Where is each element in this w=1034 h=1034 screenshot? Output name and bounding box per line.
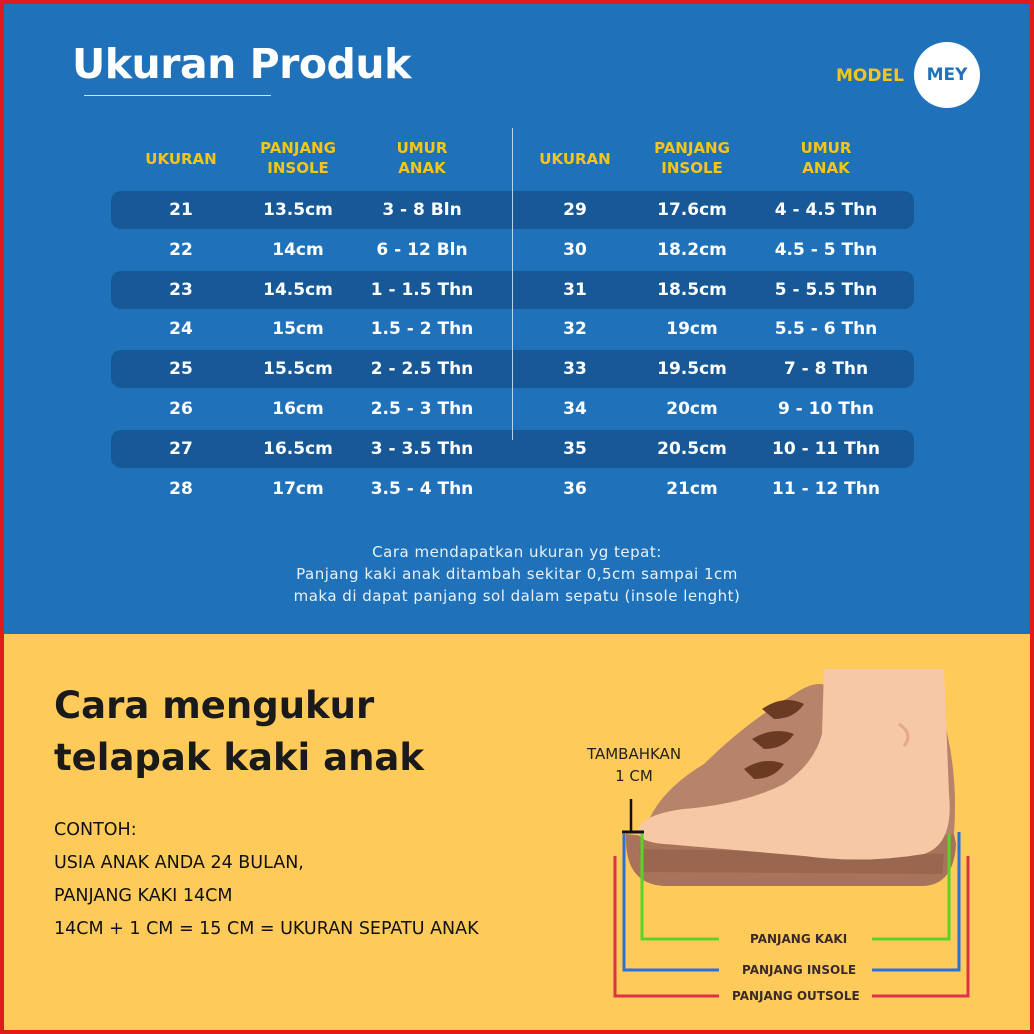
page-title: Ukuran Produk bbox=[72, 40, 411, 88]
add-1cm-label: TAMBAHKAN bbox=[586, 745, 682, 763]
table-cell: 27 bbox=[169, 438, 193, 459]
column-header bbox=[116, 149, 246, 169]
table-cell: 30 bbox=[563, 239, 587, 260]
column-header bbox=[510, 149, 640, 169]
column-header bbox=[627, 138, 757, 178]
insole-length-label: PANJANG INSOLE bbox=[736, 962, 862, 978]
foot-length-label: PANJANG KAKI bbox=[744, 931, 853, 947]
example-line: USIA ANAK ANDA 24 BULAN, bbox=[54, 853, 304, 873]
table-cell: 7 - 8 Thn bbox=[783, 359, 869, 380]
table-cell: 15cm bbox=[272, 319, 324, 340]
table-cell: 5.5 - 6 Thn bbox=[774, 319, 878, 340]
note-line: maka di dapat panjang sol dalam sepatu (insole lenght) bbox=[293, 587, 741, 605]
column-header-line: PANJANG bbox=[654, 139, 730, 157]
table-cell: 3 - 8 Bln bbox=[382, 200, 462, 220]
table-cell: 18.5cm bbox=[657, 279, 727, 300]
column-header-line: ANAK bbox=[802, 159, 850, 177]
column-header-line: PANJANG bbox=[260, 139, 336, 157]
note-line: Cara mendapatkan ukuran yg tepat: bbox=[372, 543, 662, 561]
table-cell: 31 bbox=[563, 279, 587, 300]
table-cell: 34 bbox=[563, 399, 587, 419]
table-cell: 22 bbox=[169, 239, 193, 260]
table-cell: 15.5cm bbox=[263, 359, 333, 380]
size-table-section bbox=[4, 4, 1030, 634]
table-divider bbox=[512, 128, 513, 440]
table-cell: 24 bbox=[169, 319, 193, 340]
table-cell: 3 - 3.5 Thn bbox=[370, 438, 474, 459]
table-cell: 5 - 5.5 Thn bbox=[774, 279, 878, 300]
guide-heading: Cara mengukur bbox=[54, 684, 375, 727]
guide-heading: telapak kaki anak bbox=[54, 736, 424, 779]
table-cell: 3.5 - 4 Thn bbox=[370, 478, 474, 499]
add-1cm-label: 1 CM bbox=[615, 767, 653, 785]
example-line: 14CM + 1 CM = 15 CM = UKURAN SEPATU ANAK bbox=[54, 919, 479, 939]
outsole-length-label: PANJANG OUTSOLE bbox=[726, 988, 866, 1004]
table-cell: 19.5cm bbox=[657, 359, 727, 380]
column-header-line: INSOLE bbox=[267, 159, 329, 177]
column-header bbox=[233, 138, 363, 178]
table-cell: 18.2cm bbox=[657, 239, 727, 260]
table-cell: 6 - 12 Bln bbox=[376, 239, 468, 260]
column-header-line: ANAK bbox=[398, 159, 446, 177]
table-cell: 17cm bbox=[272, 478, 324, 499]
table-cell: 14.5cm bbox=[263, 279, 333, 300]
table-cell: 11 - 12 Thn bbox=[772, 478, 880, 499]
table-cell: 1.5 - 2 Thn bbox=[370, 319, 474, 340]
table-cell: 2.5 - 3 Thn bbox=[370, 399, 474, 419]
table-cell: 10 - 11 Thn bbox=[772, 438, 880, 459]
table-cell: 14cm bbox=[272, 239, 324, 260]
column-header-line: UKURAN bbox=[145, 150, 217, 168]
table-cell: 17.6cm bbox=[657, 200, 727, 220]
table-cell: 32 bbox=[563, 319, 587, 340]
table-cell: 33 bbox=[563, 359, 587, 380]
table-cell: 16.5cm bbox=[263, 438, 333, 459]
example-line: CONTOH: bbox=[54, 820, 137, 840]
table-cell: 25 bbox=[169, 359, 193, 380]
model-badge: MEY bbox=[914, 42, 980, 108]
table-cell: 20.5cm bbox=[657, 438, 727, 459]
table-cell: 16cm bbox=[272, 399, 324, 419]
note-line: Panjang kaki anak ditambah sekitar 0,5cm sampai 1cm bbox=[296, 565, 738, 583]
table-cell: 35 bbox=[563, 438, 587, 459]
table-cell: 21cm bbox=[666, 478, 718, 499]
column-header-line: UKURAN bbox=[539, 150, 611, 168]
model-label: MODEL bbox=[836, 66, 904, 86]
table-cell: 4.5 - 5 Thn bbox=[774, 239, 878, 260]
table-cell: 20cm bbox=[666, 399, 718, 419]
table-cell: 36 bbox=[563, 478, 587, 499]
column-header bbox=[357, 138, 487, 178]
table-cell: 23 bbox=[169, 279, 193, 300]
title-underline bbox=[84, 95, 271, 96]
column-header-line: UMUR bbox=[800, 139, 852, 157]
measure-guide-section bbox=[4, 634, 1030, 1034]
example-line: PANJANG KAKI 14CM bbox=[54, 886, 233, 906]
column-header-line: UMUR bbox=[396, 139, 448, 157]
column-header-line: INSOLE bbox=[661, 159, 723, 177]
table-cell: 13.5cm bbox=[263, 200, 333, 220]
table-cell: 21 bbox=[169, 200, 193, 220]
table-cell: 9 - 10 Thn bbox=[777, 399, 875, 419]
table-cell: 4 - 4.5 Thn bbox=[774, 200, 878, 220]
table-cell: 2 - 2.5 Thn bbox=[370, 359, 474, 380]
table-cell: 26 bbox=[169, 399, 193, 419]
column-header bbox=[761, 138, 891, 178]
table-cell: 29 bbox=[563, 200, 587, 220]
table-cell: 19cm bbox=[666, 319, 718, 340]
table-cell: 1 - 1.5 Thn bbox=[370, 279, 474, 300]
table-cell: 28 bbox=[169, 478, 193, 499]
